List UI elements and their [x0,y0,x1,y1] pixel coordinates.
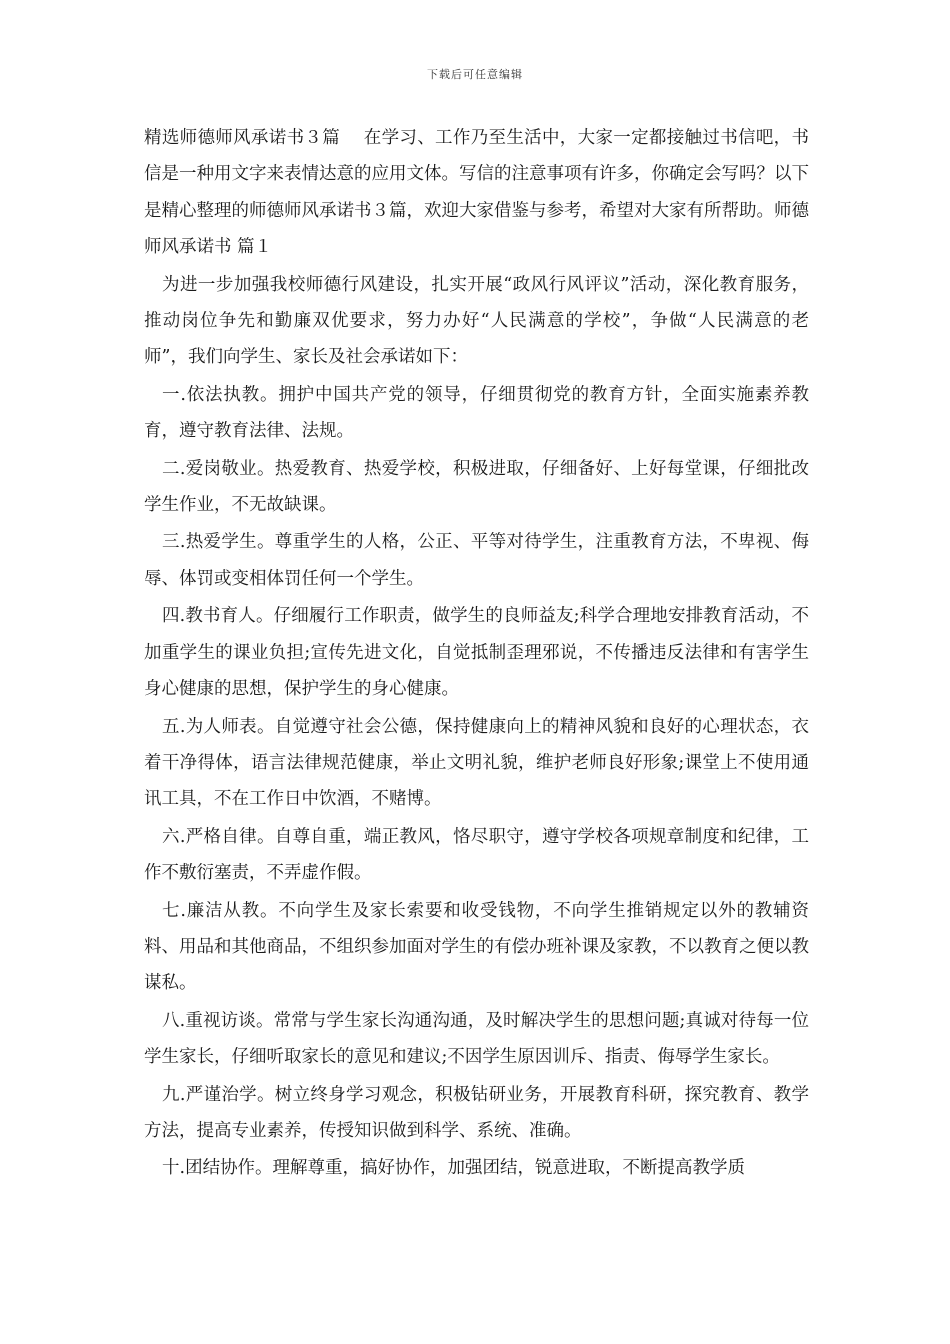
commitment-item-4: 四.教书育人。仔细履行工作职责，做学生的良师益友;科学合理地安排教育活动，不加重学生的课业负担;宣传先进文化，自觉抵制歪理邪说，不传播违反法律和有害学生身心健康的思想，保护学生的身心健康。 [144,606,809,700]
header-note: 下载后可任意编辑 [427,68,523,81]
intro-paragraph: 精选师德师风承诺书３篇 在学习、工作乃至生活中，大家一定都接触过书信吧，书信是一种用文字来表情达意的应用文体。写信的注意事项有许多，你确定会写吗？以下是精心整理的师德师风承诺书３篇，欢迎大家借鉴与参考，希望对大家有所帮助。师德师风承诺书 篇１ [144,128,809,258]
commitment-item-1: 一.依法执教。拥护中国共产党的领导，仔细贯彻党的教育方针，全面实施素养教育，遵守教育法律、法规。 [144,384,809,442]
commitment-item-6: 六.严格自律。自尊自重，端正教风，恪尽职守，遵守学校各项规章制度和纪律，工作不敷衍塞责，不弄虚作假。 [144,826,809,884]
commitment-item-10: 十.团结协作。理解尊重，搞好协作，加强团结，锐意进取，不断提高教学质 [162,1158,746,1179]
commitment-preamble-paragraph: 为进一步加强我校师德行风建设，扎实开展“政风行风评议”活动，深化教育服务，推动岗位争先和勤廉双优要求，努力办好“人民满意的学校”，争做“人民满意的老师”，我们向学生、家长及社会承诺如下： [144,274,809,368]
commitment-item-5: 五.为人师表。自觉遵守社会公德，保持健康向上的精神风貌和良好的心理状态，衣着干净得体，语言法律规范健康，举止文明礼貌，维护老师良好形象;课堂上不使用通讯工具，不在工作日中饮酒，不赌博。 [144,716,809,810]
commitment-item-8: 八.重视访谈。常常与学生家长沟通沟通，及时解决学生的思想问题;真诚对待每一位学生家长，仔细听取家长的意见和建议;不因学生原因训斥、指责、侮辱学生家长。 [144,1010,809,1068]
commitment-item-9: 九.严谨治学。树立终身学习观念，积极钻研业务，开展教育科研，探究教育、教学方法，提高专业素养，传授知识做到科学、系统、准确。 [144,1084,809,1141]
commitment-item-7: 七.廉洁从教。不向学生及家长索要和收受钱物，不向学生推销规定以外的教辅资料、用品和其他商品，不组织参加面对学生的有偿办班补课及家教，不以教育之便以教谋私。 [144,900,809,994]
commitment-item-2: 二.爱岗敬业。热爱教育、热爱学校，积极进取，仔细备好、上好每堂课，仔细批改学生作业，不无故缺课。 [144,458,809,516]
document-body [144,120,809,1188]
commitment-item-3: 三.热爱学生。尊重学生的人格，公正、平等对待学生，注重教育方法，不卑视、侮辱、体罚或变相体罚任何一个学生。 [144,532,809,589]
